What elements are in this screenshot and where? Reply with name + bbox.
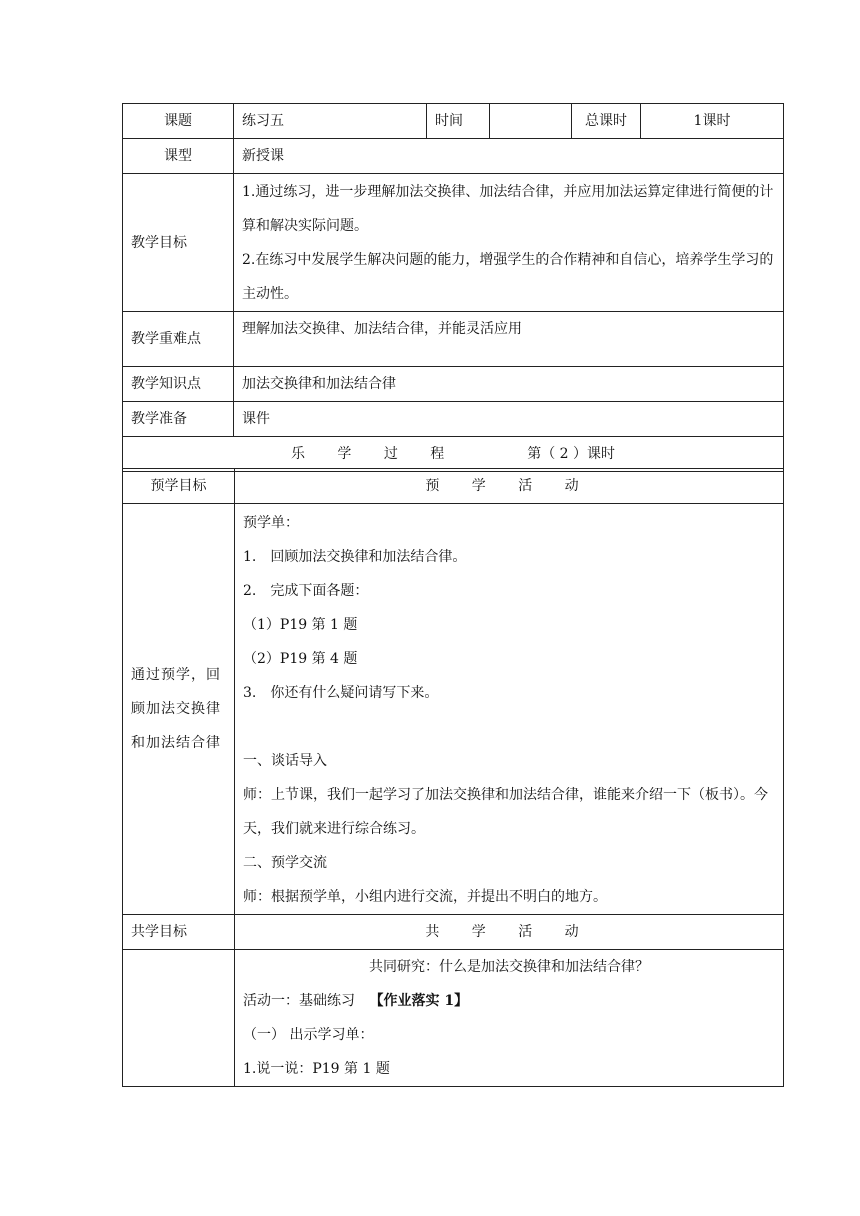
process-title: 乐 学 过 程 [290,446,459,462]
row-prestudy-header [123,469,784,504]
process-heading [123,437,784,472]
prestudy-line-4: （2）P19 第 4 题 [243,651,358,667]
preparation-label: 教学准备 [123,402,234,437]
row-process [123,437,784,472]
lesson-plan-table [122,103,784,472]
row-knowledge [123,367,784,402]
type-label: 课型 [123,139,234,174]
prestudy-goal-header: 预学目标 [123,469,235,504]
prestudy-line-3: （1）P19 第 1 题 [243,617,358,633]
prestudy-line-9: 二、预学交流 [243,855,327,871]
homework-tag: 【作业落实 1】 [369,993,469,1009]
time-label: 时间 [427,104,490,139]
row-type [123,139,784,174]
prestudy-line-2: 2. 完成下面各题： [243,583,369,599]
preparation-value: 课件 [234,402,784,437]
type-value: 新授课 [234,139,784,174]
row-costudy-header [123,915,784,950]
costudy-activity-header: 共 学 活 动 [235,915,784,950]
key-points-value: 理解加法交换律、加法结合律，并能灵活应用 [234,312,784,367]
total-label: 总课时 [572,104,641,139]
costudy-activity-cell [235,950,784,1087]
total-value: 1课时 [641,104,784,139]
topic-label: 课题 [123,104,234,139]
prestudy-activity-cell [235,504,784,915]
row-objectives [123,174,784,312]
prestudy-line-1: 1. 回顾加法交换律和加法结合律。 [243,549,467,565]
prestudy-goal-text: 通过预学，回顾加法交换律和加法结合律 [123,504,235,915]
costudy-research: 共同研究：什么是加法交换律和加法结合律？ [369,959,649,975]
prestudy-line-7: 一、谈话导入 [243,753,327,769]
objectives-cell [234,174,784,312]
knowledge-label: 教学知识点 [123,367,234,402]
costudy-step1: （一） 出示学习单： [243,1027,374,1043]
prestudy-line-8: 师：上节课，我们一起学习了加法交换律和加法结合律，谁能来介绍一下（板书）。今天，我们就来进行综合练习。 [243,787,768,837]
objective-2: 2.在练习中发展学生解决问题的能力，增强学生的合作精神和自信心，培养学生学习的主动性。 [242,251,774,302]
time-value [490,104,572,139]
key-points-label: 教学重难点 [123,312,234,367]
row-key-points [123,312,784,367]
row-prestudy [123,504,784,915]
row-preparation [123,402,784,437]
prestudy-activity-header: 预 学 活 动 [235,469,784,504]
process-period: 第（ 2 ）课时 [527,446,616,462]
knowledge-value: 加法交换律和加法结合律 [234,367,784,402]
objectives-label: 教学目标 [123,174,234,312]
costudy-activity1: 活动一：基础练习 【作业落实 1】 [243,993,469,1009]
prestudy-line-0: 预学单： [243,515,299,531]
row-topic [123,104,784,139]
row-costudy [123,950,784,1087]
prestudy-line-5: 3. 你还有什么疑问请写下来。 [243,685,439,701]
topic-value: 练习五 [234,104,427,139]
prestudy-line-6 [243,710,775,744]
objective-1: 1.通过练习，进一步理解加法交换律、加法结合律，并应用加法运算定律进行简便的计算和解决实际问题。 [242,183,774,234]
costudy-goal-empty [123,950,235,1087]
prestudy-line-10: 师：根据预学单，小组内进行交流，并提出不明白的地方。 [243,889,607,905]
costudy-item1: 1.说一说：P19 第 1 题 [243,1061,390,1077]
costudy-goal-header: 共学目标 [123,915,235,950]
activity-table [122,468,784,1087]
